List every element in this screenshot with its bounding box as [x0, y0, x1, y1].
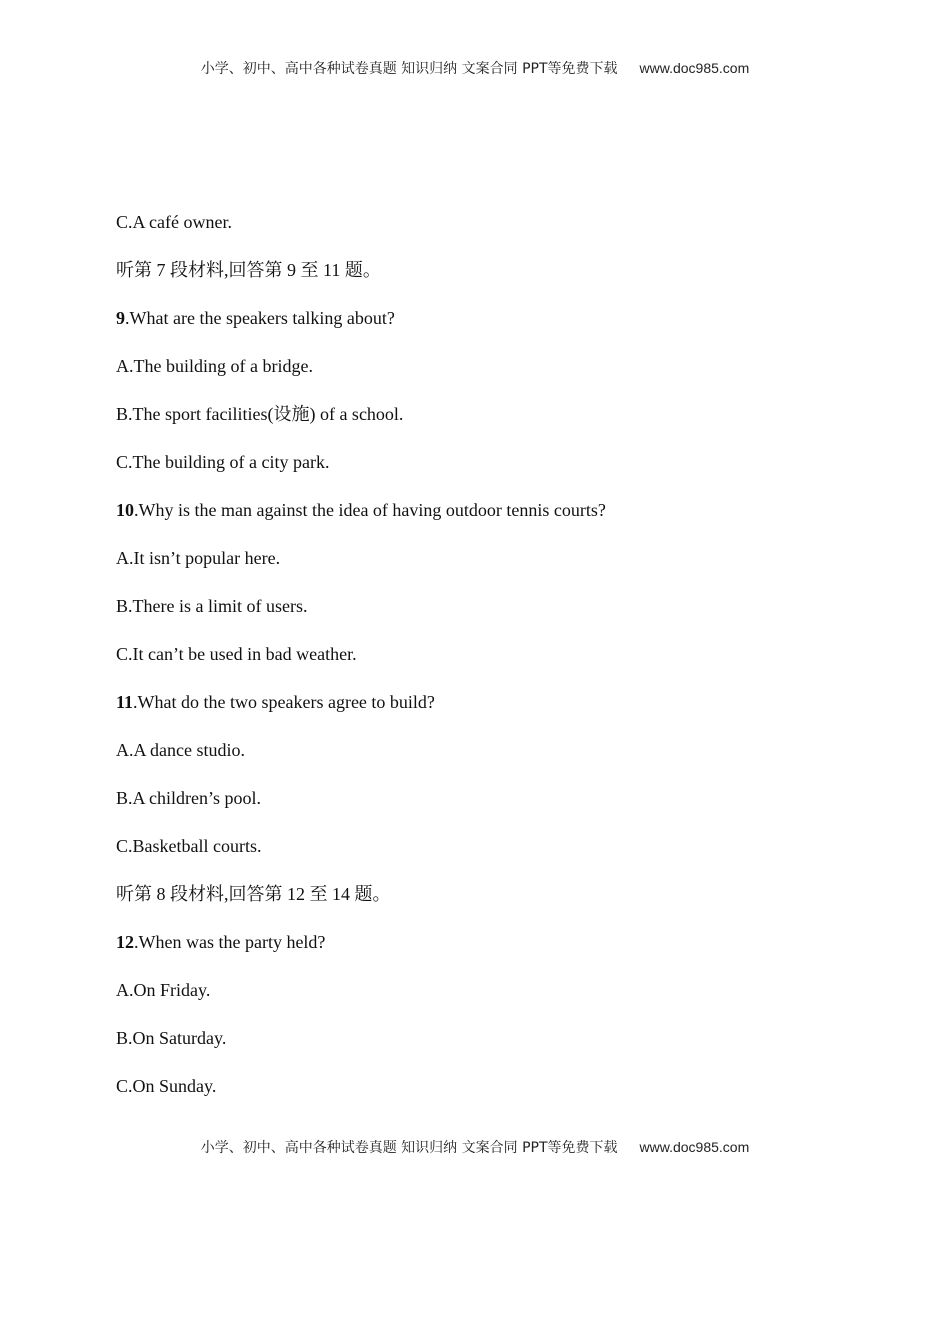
question-10 [116, 498, 836, 546]
option-b-q10: B.There is a limit of users. [116, 596, 308, 616]
option-c-q11: C.Basketball courts. [116, 836, 262, 856]
header-banner-text: 小学、初中、高中各种试卷真题 知识归纳 文案合同 PPT等免费下载 [200, 61, 618, 77]
option-b-q11: B.A children’s pool. [116, 788, 261, 808]
question-text: .When was the party held? [134, 932, 326, 952]
footer-banner-url[interactable]: www.doc985.com [639, 1139, 750, 1155]
question-number: 12 [116, 932, 134, 952]
option-a-q11: A.A dance studio. [116, 740, 245, 760]
header-banner [0, 58, 950, 78]
option-b-q12: B.On Saturday. [116, 1028, 227, 1048]
option-c-q12: C.On Sunday. [116, 1076, 217, 1096]
question-number: 11 [116, 692, 134, 712]
question-text: .What do the two speakers agree to build? [133, 692, 435, 712]
option-b-q9: B.The sport facilities(设施) of a school. [116, 404, 404, 424]
section-instruction-7: 听第 7 段材料,回答第 9 至 11 题。 [116, 260, 381, 280]
footer-banner-text: 小学、初中、高中各种试卷真题 知识归纳 文案合同 PPT等免费下载 [200, 1140, 618, 1156]
footer-banner [0, 1137, 950, 1157]
option-a-q9: A.The building of a bridge. [116, 356, 313, 376]
question-11 [116, 690, 836, 738]
option-c-q8: C.A café owner. [116, 212, 232, 232]
question-text: .What are the speakers talking about? [125, 308, 395, 328]
question-number: 9 [116, 308, 125, 328]
header-banner-url[interactable]: www.doc985.com [639, 60, 750, 76]
option-a-q12: A.On Friday. [116, 980, 211, 1000]
section-instruction-8: 听第 8 段材料,回答第 12 至 14 题。 [116, 884, 391, 904]
option-a-q10: A.It isn’t popular here. [116, 548, 281, 568]
question-12 [116, 930, 836, 978]
option-c-q10: C.It can’t be used in bad weather. [116, 644, 357, 664]
option-c-q9: C.The building of a city park. [116, 452, 330, 472]
question-9 [116, 306, 836, 354]
question-number: 10 [116, 500, 134, 520]
document-body [116, 210, 836, 1122]
question-text: .Why is the man against the idea of having outdoor tennis courts? [134, 500, 606, 520]
